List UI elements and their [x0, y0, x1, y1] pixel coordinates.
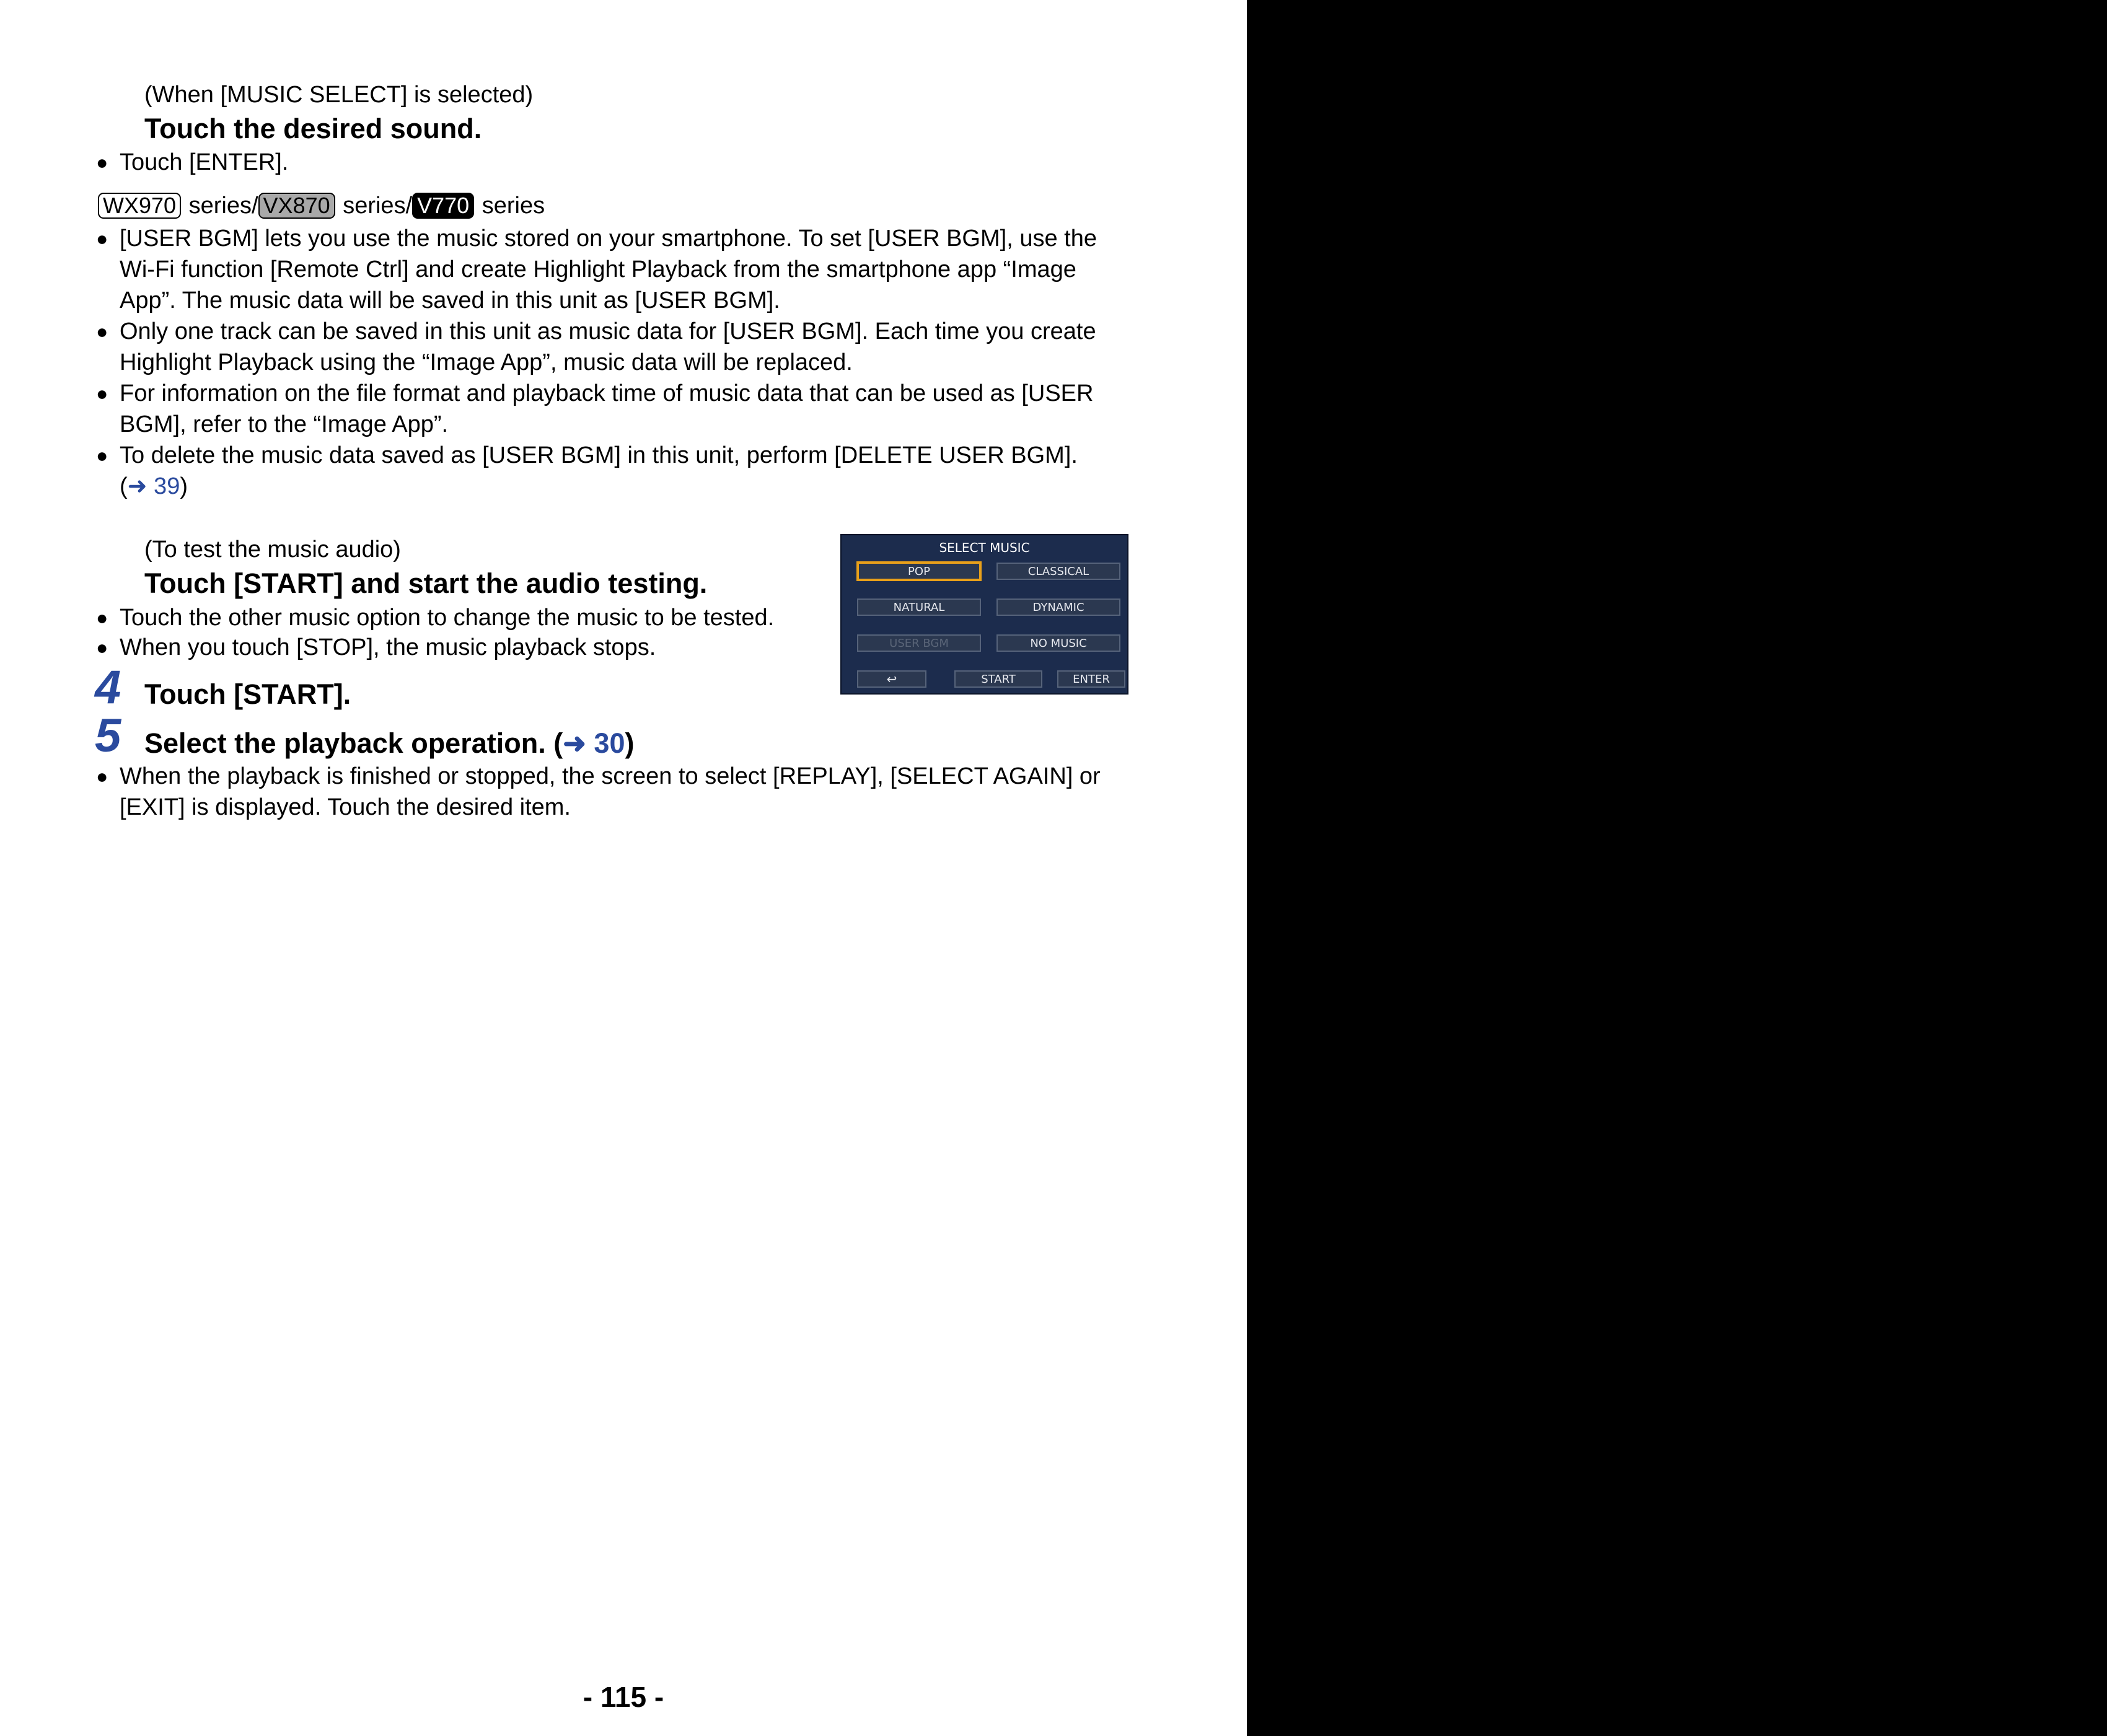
bullet-icon: ●: [96, 151, 108, 173]
model-series-line: [98, 193, 545, 219]
user-bgm-button: USER BGM: [857, 634, 981, 652]
series-label: series: [482, 193, 545, 219]
step-5-heading-text: Select the playback operation. (: [144, 727, 563, 759]
page-number: - 115 -: [583, 1681, 664, 1713]
page-30-link[interactable]: ➜ 30: [563, 727, 625, 759]
ref-open: (: [120, 473, 128, 499]
touch-desired-sound-heading: Touch the desired sound.: [144, 113, 482, 144]
model-badge-vx870: VX870: [258, 193, 335, 219]
step-5-heading-close: ): [625, 727, 635, 759]
audio-test-heading: Touch [START] and start the audio testing.: [144, 568, 708, 599]
step-4-heading: Touch [START].: [144, 678, 351, 710]
bullet-text: [USER BGM] lets you use the music stored on your smartphone. To set [USER BGM], use the Wi-Fi function [Remote Ctrl] and create Highlight Playback from the smartphone app “Image App”. The music data will be saved in this unit as [USER BGM].: [120, 226, 1097, 313]
bullet-icon: ●: [96, 607, 108, 629]
page-39-link[interactable]: ➜ 39: [127, 473, 180, 499]
model-badge-v770: V770: [412, 193, 474, 219]
bullet-text: [120, 440, 1136, 502]
bullet-icon: ●: [96, 320, 108, 343]
series-label: series/: [188, 193, 258, 219]
bullet-text-main: To delete the music data saved as [USER BGM] in this unit, perform [DELETE USER BGM].: [120, 442, 1078, 468]
bullet-text: For information on the file format and playback time of music data that can be used as [USER BGM], refer to the “Image App”.: [120, 380, 1094, 437]
step-5-heading: [144, 727, 634, 760]
dynamic-button[interactable]: DYNAMIC: [996, 598, 1120, 616]
bullet-icon: ●: [96, 382, 108, 405]
audio-test-note: (To test the music audio): [144, 537, 401, 563]
no-music-button[interactable]: NO MUSIC: [996, 634, 1120, 652]
bullet-text: When the playback is finished or stopped, the screen to select [REPLAY], [SELECT AGAIN] or [EXIT] is displayed. Touch the desired item.: [120, 763, 1101, 820]
step-4-number: 4: [95, 661, 121, 714]
music-select-note: (When [MUSIC SELECT] is selected): [144, 82, 534, 108]
ref-close: ): [180, 473, 188, 499]
pop-button[interactable]: POP: [856, 561, 982, 581]
select-music-screen: [840, 534, 1128, 695]
bullet-text: Touch [ENTER].: [120, 149, 289, 175]
bullet-icon: ●: [96, 636, 108, 659]
bullet-text: Only one track can be saved in this unit as music data for [USER BGM]. Each time you create Highlight Playback using the “Image App”, music data will be replaced.: [120, 318, 1096, 375]
model-badge-wx970: WX970: [98, 193, 181, 219]
step-5-number: 5: [95, 709, 121, 762]
bullet-icon: ●: [96, 765, 108, 787]
bullet-icon: ●: [96, 444, 108, 467]
back-button[interactable]: [857, 670, 926, 688]
return-arrow-icon: ↩: [886, 672, 897, 686]
classical-button[interactable]: CLASSICAL: [996, 563, 1120, 580]
screen-title: SELECT MUSIC: [939, 540, 1030, 555]
start-button[interactable]: START: [954, 670, 1042, 688]
bullet-icon: ●: [96, 227, 108, 250]
bullet-text: When you touch [STOP], the music playback stops.: [120, 634, 656, 660]
enter-button[interactable]: ENTER: [1057, 670, 1125, 688]
natural-button[interactable]: NATURAL: [857, 598, 981, 616]
series-label: series/: [343, 193, 413, 219]
bullet-text: Touch the other music option to change the music to be tested.: [120, 605, 775, 631]
